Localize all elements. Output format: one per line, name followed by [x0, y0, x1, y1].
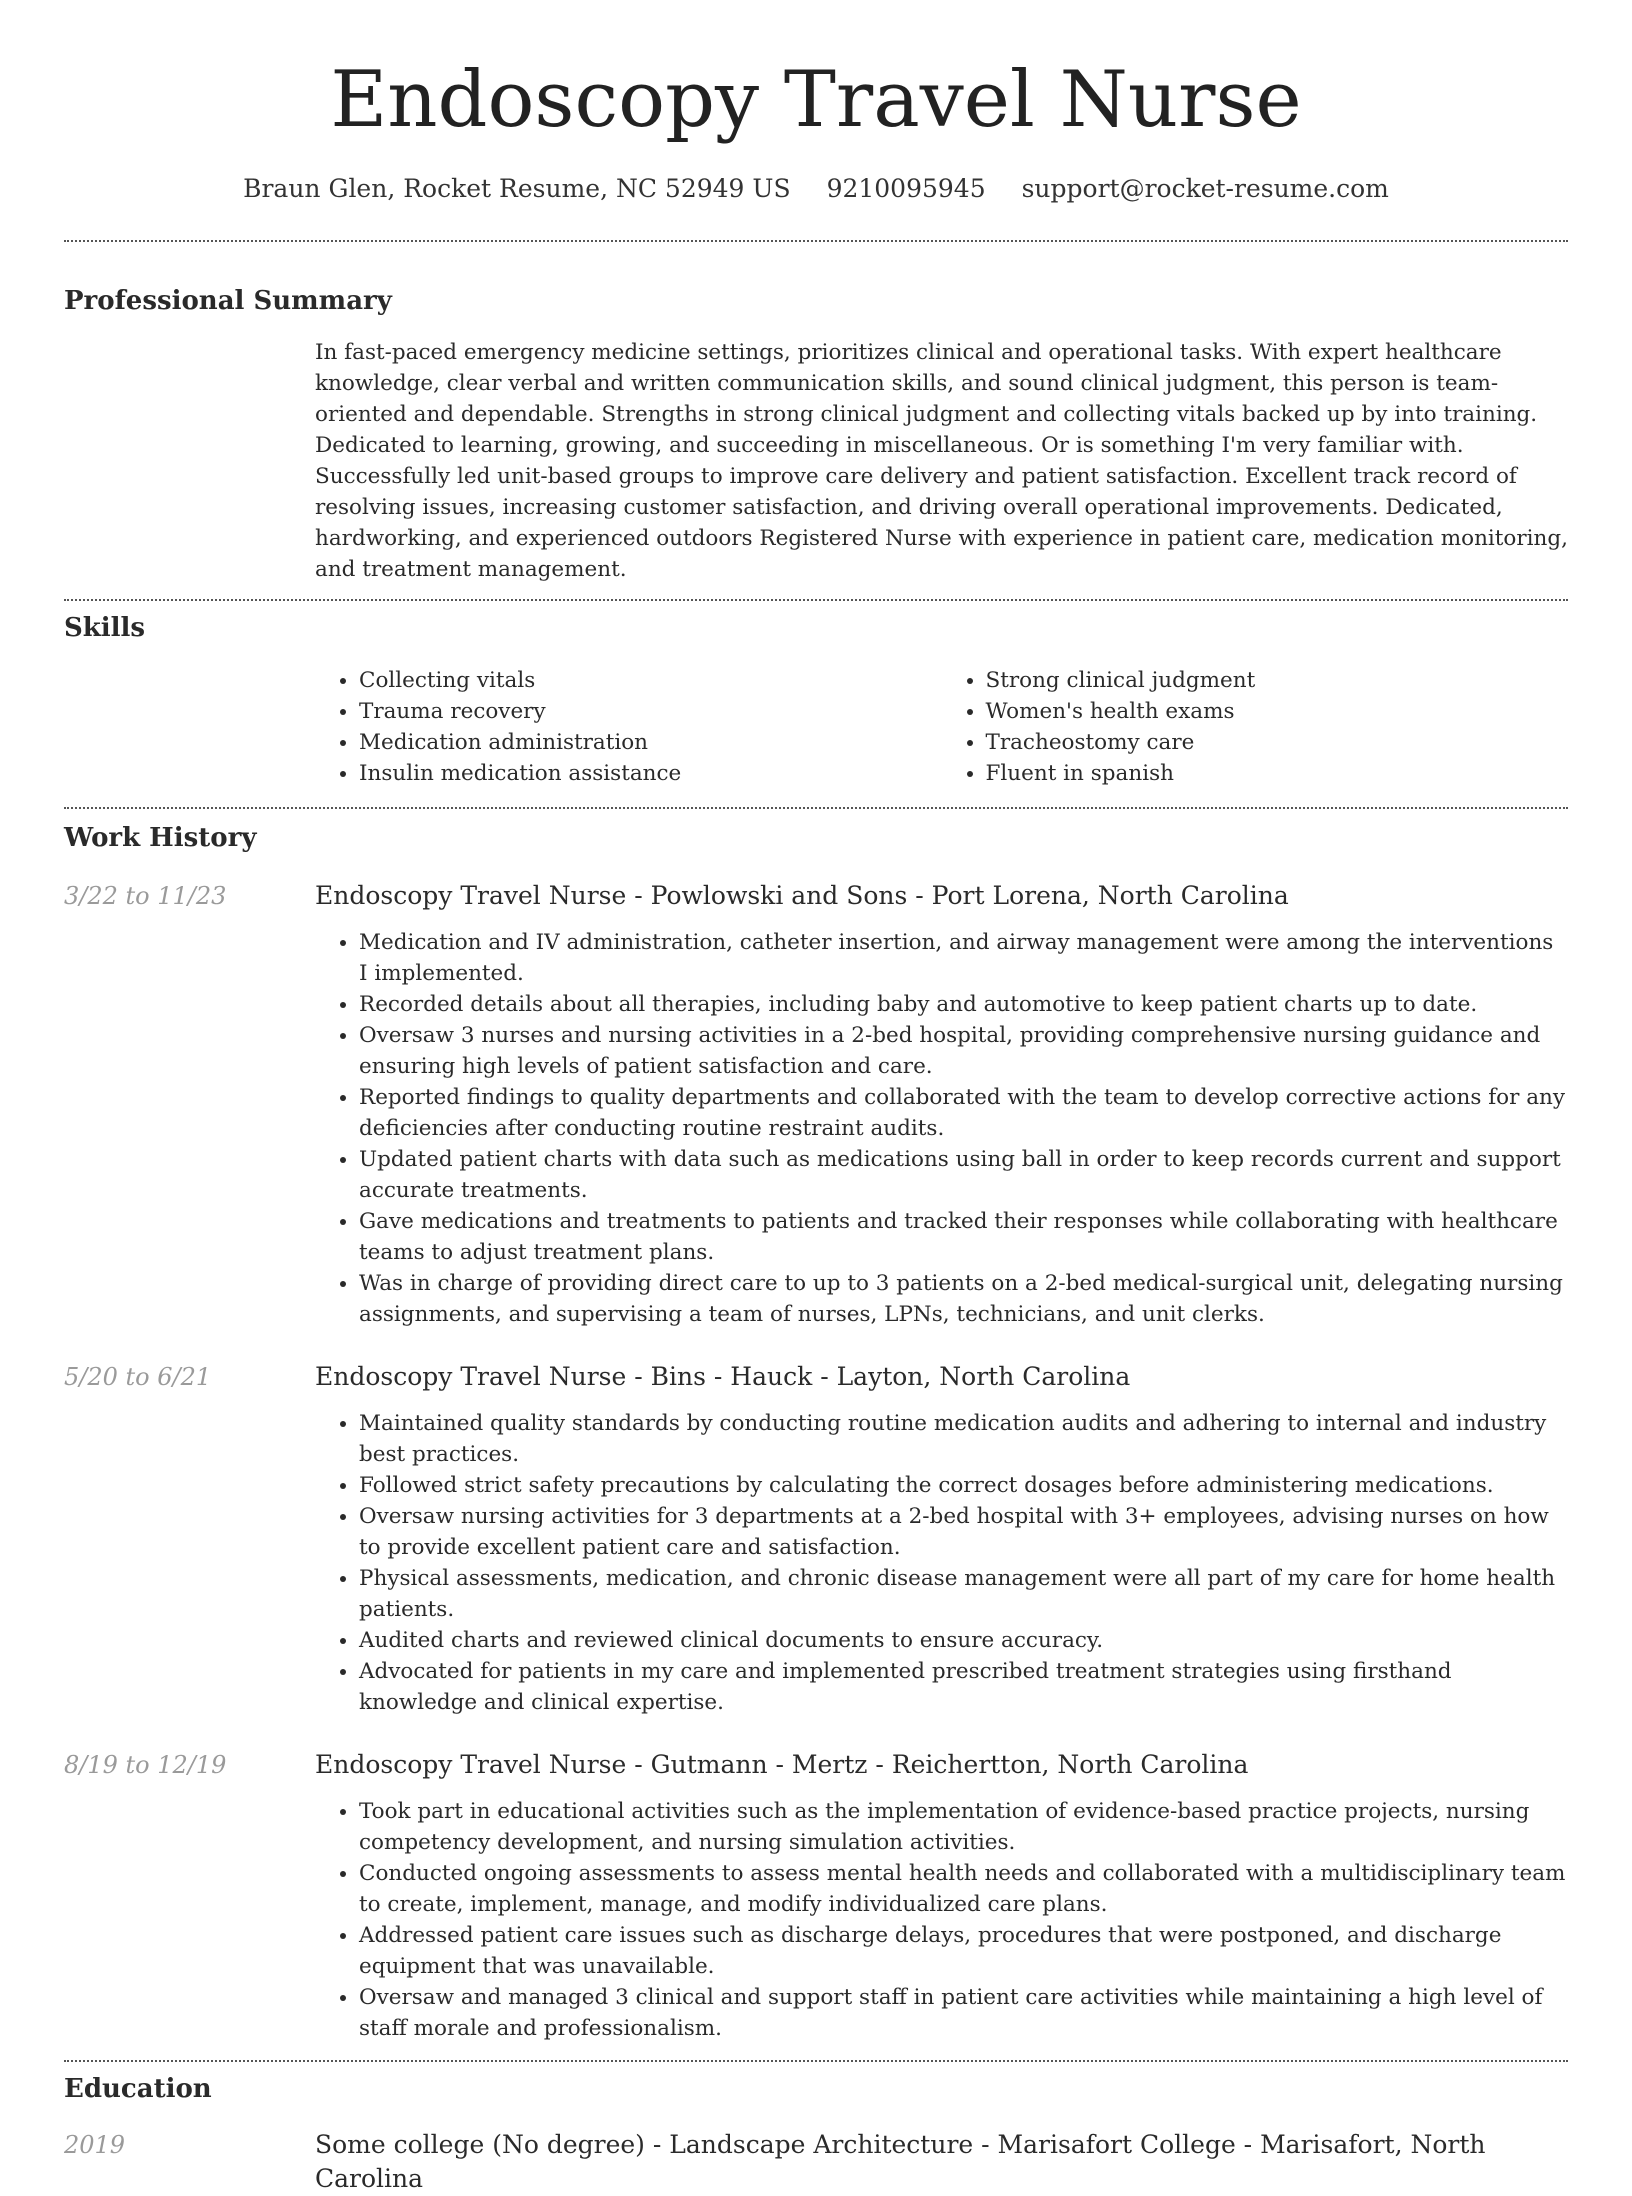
summary-section: [64, 284, 1568, 585]
job-bullet: • Addressed patient care issues such as discharge delays, procedures that were postponed, and discharge equipment that was unavailable.: [359, 1920, 1568, 1982]
job-entry: [64, 879, 1568, 1330]
job-bullet: • Maintained quality standards by conducting routine medication audits and adhering to internal and industry best practices.: [359, 1408, 1568, 1470]
contact-phone: 9210095945: [826, 174, 986, 203]
skill-item: • Trauma recovery: [359, 696, 942, 727]
job-header: [64, 1360, 1568, 1394]
job-header: [64, 879, 1568, 913]
education-date: 2019: [64, 2131, 126, 2159]
job-bullet: • Followed strict safety precautions by calculating the correct dosages before administering medications.: [359, 1470, 1568, 1501]
job-bullet: • Audited charts and reviewed clinical documents to ensure accuracy.: [359, 1625, 1568, 1656]
work-section: [64, 821, 1568, 2044]
job-bullet: • Took part in educational activities such as the implementation of evidence-based practice projects, nursing competency development, and nursing simulation activities.: [359, 1796, 1568, 1858]
job-bullets: [315, 927, 1568, 1330]
resume-page: [64, 0, 1568, 2196]
job-bullet: • Updated patient charts with data such as medications using ball in order to keep records current and support accurate treatments.: [359, 1144, 1568, 1206]
divider: [64, 599, 1568, 601]
skill-item: • Collecting vitals: [359, 665, 942, 696]
job-entry: [64, 1360, 1568, 1718]
skills-list-left: [315, 665, 942, 789]
skills-section: [64, 611, 1568, 789]
job-bullet: • Was in charge of providing direct care to up to 3 patients on a 2-bed medical-surgical unit, delegating nursing assignments, and supervising a team of nurses, LPNs, technicians, and unit clerks.: [359, 1268, 1568, 1330]
job-bullet: • Advocated for patients in my care and implemented prescribed treatment strategies using firsthand knowledge and clinical expertise.: [359, 1656, 1568, 1718]
skill-item: • Insulin medication assistance: [359, 758, 942, 789]
job-bullet: • Oversaw and managed 3 clinical and support staff in patient care activities while maintaining a high level of staff morale and professionalism.: [359, 1982, 1568, 2044]
education-title: Education: [64, 2074, 212, 2104]
divider: [64, 240, 1568, 242]
job-date: 3/22 to 11/23: [64, 882, 227, 910]
summary-content: [315, 337, 1568, 585]
job-title: Endoscopy Travel Nurse - Powlowski and Sons - Port Lorena, North Carolina: [315, 881, 1289, 910]
skill-item: • Women's health exams: [986, 696, 1569, 727]
job-bullet: • Physical assessments, medication, and chronic disease management were all part of my care for home health patients.: [359, 1563, 1568, 1625]
job-bullet: • Conducted ongoing assessments to assess mental health needs and collaborated with a multidisciplinary team to create, implement, manage, and modify individualized care plans.: [359, 1858, 1568, 1920]
job-bullets: [315, 1796, 1568, 2044]
divider: [64, 807, 1568, 809]
job-bullet: • Gave medications and treatments to patients and tracked their responses while collaborating with healthcare teams to adjust treatment plans.: [359, 1206, 1568, 1268]
contact-line: [64, 172, 1568, 206]
skill-item: • Fluent in spanish: [986, 758, 1569, 789]
job-bullet: • Oversaw nursing activities for 3 departments at a 2-bed hospital with 3+ employees, advising nurses on how to provide excellent patient care and satisfaction.: [359, 1501, 1568, 1563]
job-title: Endoscopy Travel Nurse - Bins - Hauck - Layton, North Carolina: [315, 1362, 1131, 1391]
contact-address: Braun Glen, Rocket Resume, NC 52949 US: [243, 174, 791, 203]
skills-grid: [315, 665, 1568, 789]
job-date: 5/20 to 6/21: [64, 1363, 212, 1391]
summary-title: Professional Summary: [64, 286, 392, 316]
education-entry: [64, 2128, 1568, 2196]
skill-item: • Strong clinical judgment: [986, 665, 1569, 696]
skill-item: • Tracheostomy care: [986, 727, 1569, 758]
job-bullet: • Oversaw 3 nurses and nursing activities in a 2-bed hospital, providing comprehensive nursing guidance and ensuring high levels of patient satisfaction and care.: [359, 1020, 1568, 1082]
job-bullet: • Medication and IV administration, catheter insertion, and airway management were among the interventions I implemented.: [359, 927, 1568, 989]
education-section: [64, 2072, 1568, 2196]
education-title-line: Some college (No degree) - Landscape Architecture - Marisafort College - Marisafort, North Carolina: [315, 2130, 1486, 2193]
divider: [64, 2060, 1568, 2062]
job-bullets: [315, 1408, 1568, 1718]
skills-title: Skills: [64, 613, 146, 643]
job-title: Endoscopy Travel Nurse - Gutmann - Mertz - Reichertton, North Carolina: [315, 1750, 1249, 1779]
job-bullet: • Recorded details about all therapies, including baby and automotive to keep patient charts up to date.: [359, 989, 1568, 1020]
resume-header: [64, 0, 1568, 206]
work-title: Work History: [64, 823, 257, 853]
job-header: [64, 1748, 1568, 1782]
summary-text: In fast-paced emergency medicine settings, prioritizes clinical and operational tasks. With expert healthcare knowledge, clear verbal and written communication skills, and sound clinical judgment, this person is team-oriented and dependable. Strengths in strong clinical judgment and collecting vitals backed up by into training. Dedicated to learning, growing, and succeeding in miscellaneous. Or is something I'm very familiar with. Successfully led unit-based groups to improve care delivery and patient satisfaction. Excellent track record of resolving issues, increasing customer satisfaction, and driving overall operational improvements. Dedicated, hardworking, and experienced outdoors Registered Nurse with experience in patient care, medication monitoring, and treatment management.: [315, 340, 1568, 582]
job-entry: [64, 1748, 1568, 2044]
contact-email: support@rocket-resume.com: [1021, 174, 1389, 203]
skill-item: • Medication administration: [359, 727, 942, 758]
candidate-name: Endoscopy Travel Nurse: [330, 55, 1302, 145]
job-bullet: • Reported findings to quality departments and collaborated with the team to develop corrective actions for any deficiencies after conducting routine restraint audits.: [359, 1082, 1568, 1144]
skills-list-right: [942, 665, 1569, 789]
job-date: 8/19 to 12/19: [64, 1751, 227, 1779]
